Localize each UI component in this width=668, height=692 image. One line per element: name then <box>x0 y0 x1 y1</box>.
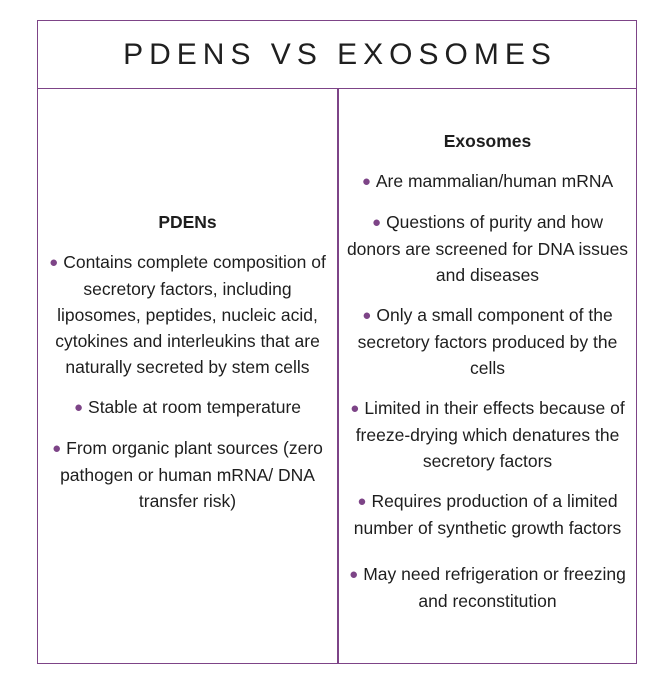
list-item-text: Contains complete composition of secretory factors, including liposomes, peptides, nucleic acid, cytokines and interleukins that are naturally secreted by stem cells <box>55 251 326 377</box>
list-item <box>343 302 632 381</box>
comparison-table <box>37 20 637 664</box>
list-item <box>343 168 632 195</box>
bullet-icon: ● <box>361 173 371 190</box>
pdens-heading: PDENs <box>158 211 217 232</box>
list-item <box>343 561 632 614</box>
bullet-icon: ● <box>357 493 367 510</box>
list-item-text: Are mammalian/human mRNA <box>375 171 614 191</box>
list-item <box>44 249 331 380</box>
bullet-icon: ● <box>372 214 382 231</box>
list-item-text: Only a small component of the secretory factors produced by the cells <box>357 305 618 378</box>
list-item-text: Questions of purity and how donors are screened for DNA issues and diseases <box>346 212 629 285</box>
pdens-column <box>38 89 337 663</box>
list-item-text: Limited in their effects because of freeze-drying which denatures the secretory factors <box>355 398 625 471</box>
list-item-text: May need refrigeration or freezing and reconstitution <box>363 564 626 611</box>
exosomes-heading: Exosomes <box>443 131 532 151</box>
list-item <box>343 488 632 541</box>
bullet-icon: ● <box>73 398 84 416</box>
bullet-icon: ● <box>49 253 59 271</box>
page-title: PDENS VS EXOSOMES <box>123 37 557 71</box>
bullet-icon: ● <box>349 566 359 583</box>
bullet-icon: ● <box>350 400 360 417</box>
list-item-text: From organic plant sources (zero pathogen or human mRNA/ DNA transfer risk) <box>60 437 323 511</box>
exosomes-list <box>343 168 632 614</box>
title-row <box>38 21 636 89</box>
list-item <box>343 209 632 288</box>
list-item <box>44 394 331 421</box>
exosomes-column <box>339 89 636 663</box>
list-item <box>44 435 331 514</box>
bullet-icon: ● <box>52 439 62 457</box>
pdens-list <box>44 249 331 514</box>
list-item-text: Requires production of a limited number of synthetic growth factors <box>353 491 622 538</box>
list-item <box>343 395 632 474</box>
bullet-icon: ● <box>362 307 372 324</box>
list-item-text: Stable at room temperature <box>88 396 302 417</box>
